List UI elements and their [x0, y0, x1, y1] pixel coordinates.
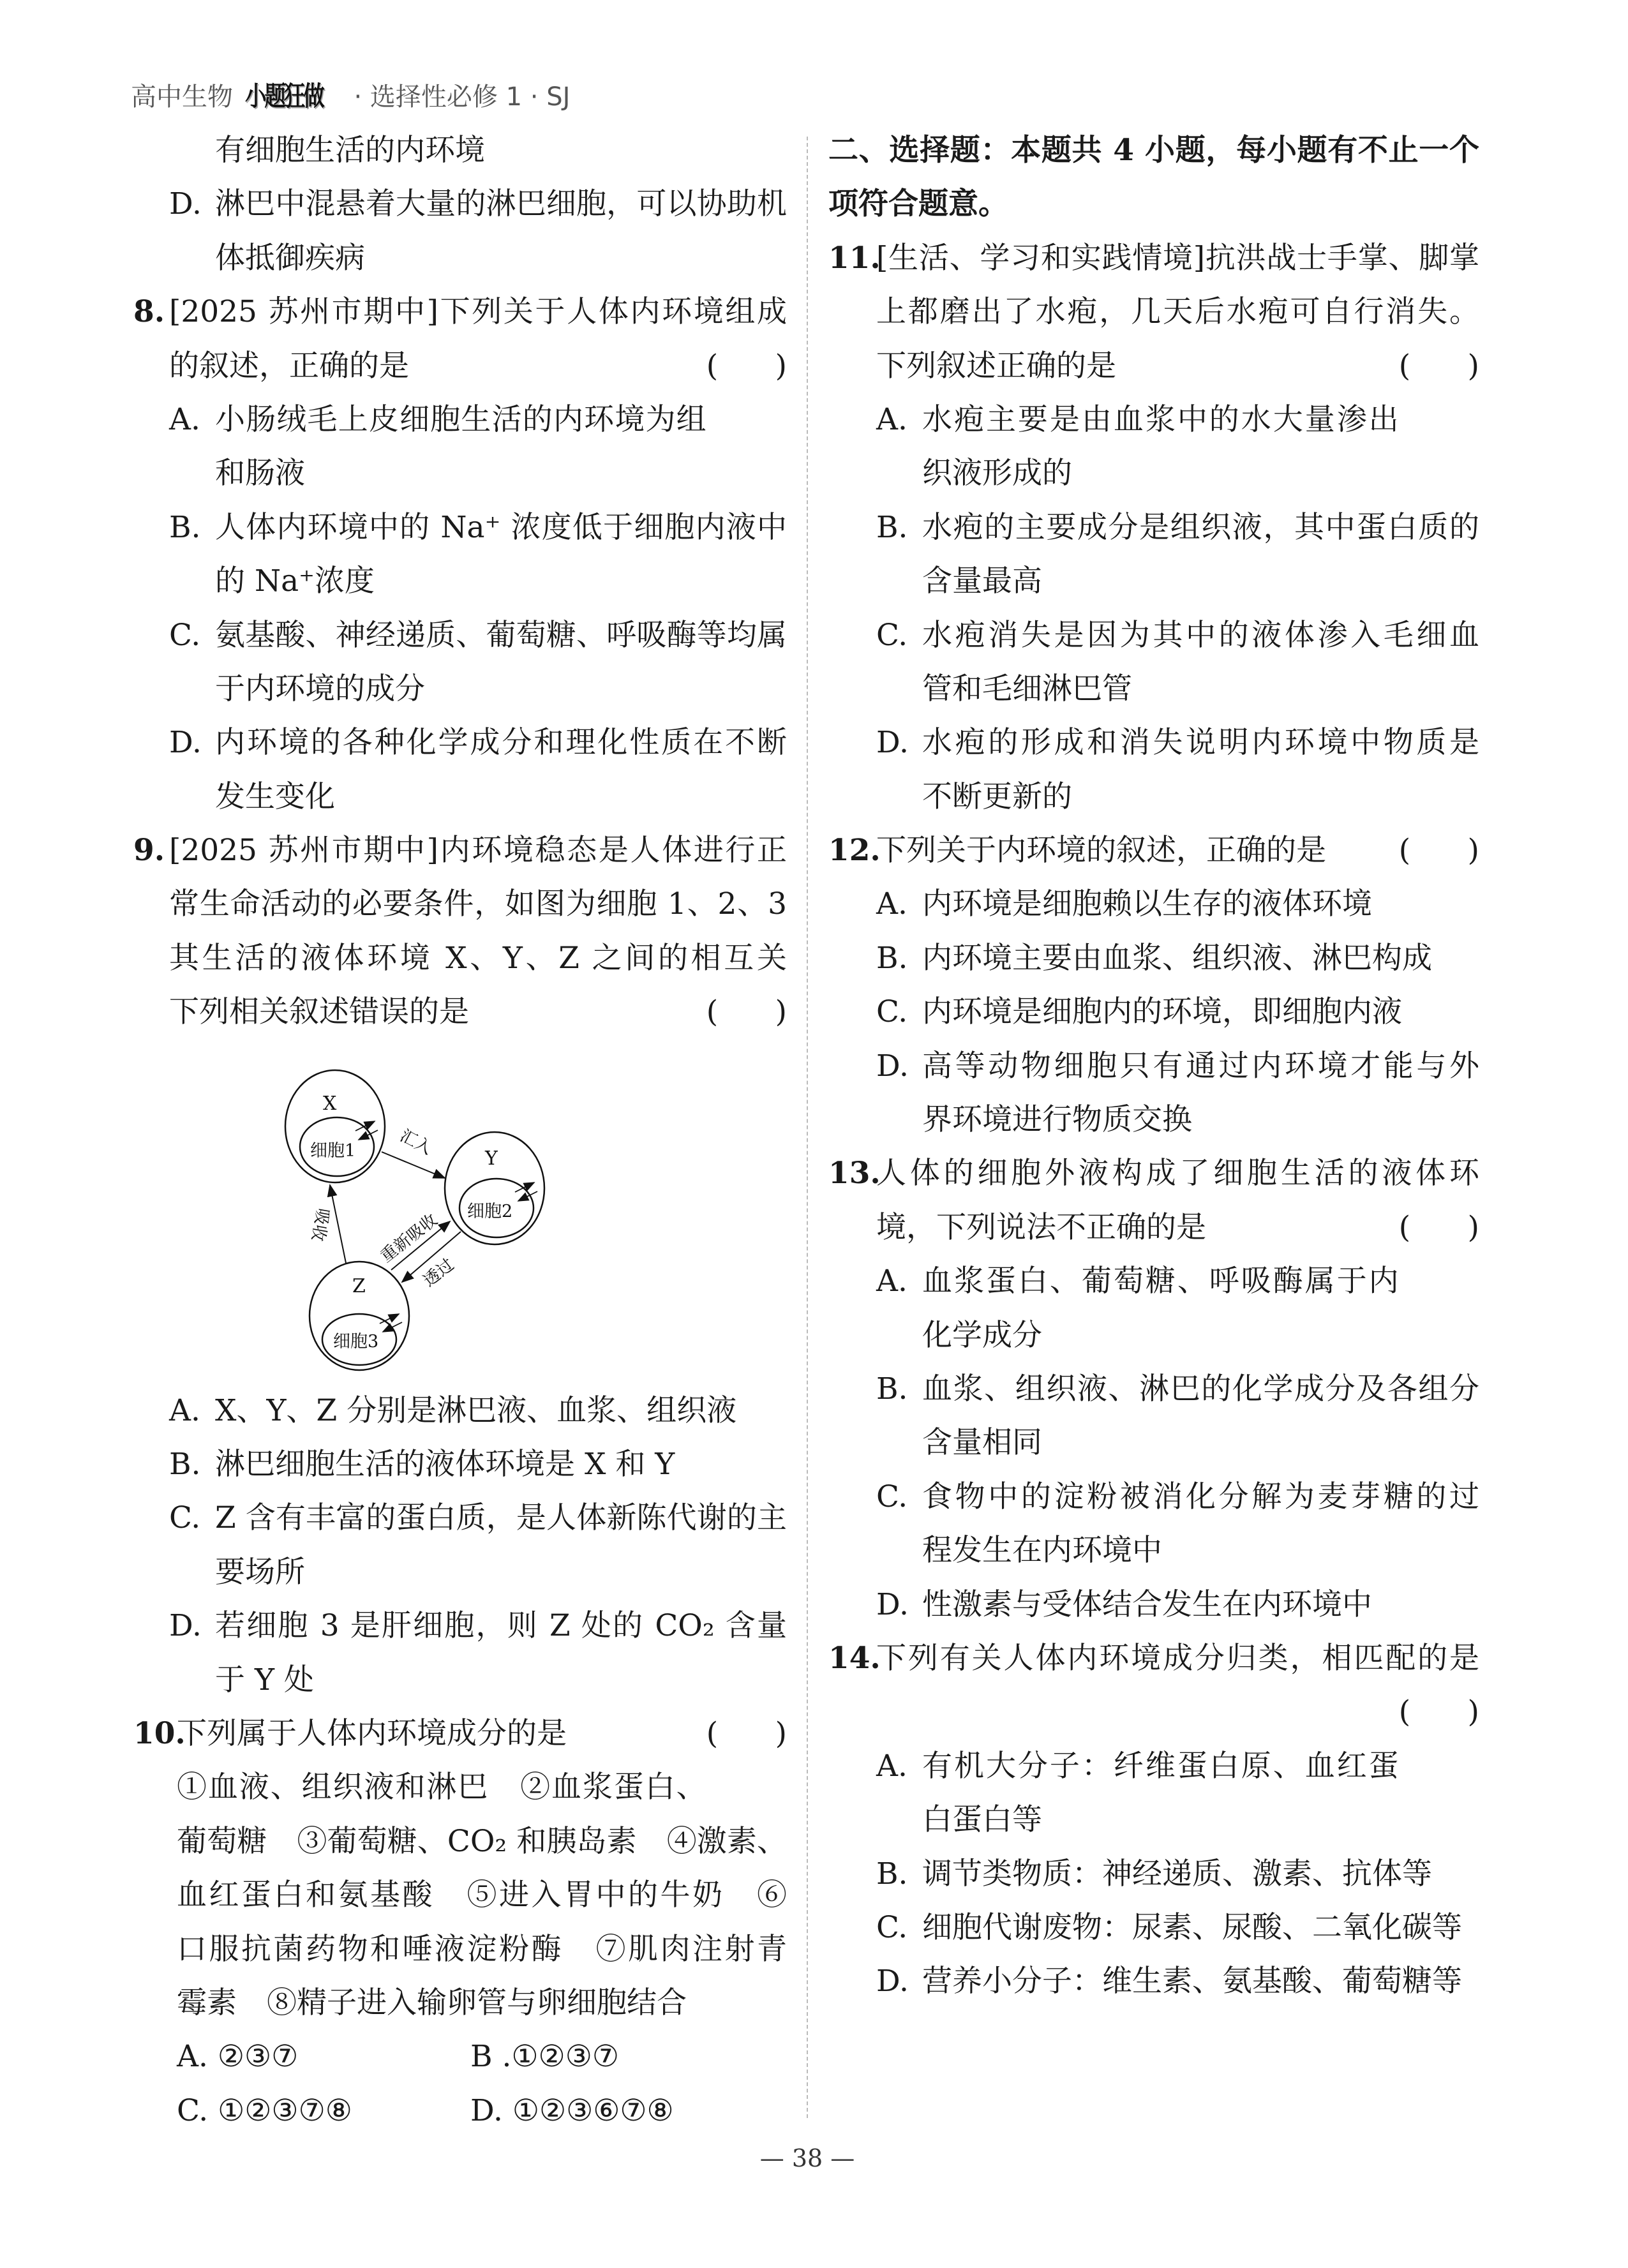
text-line: 血浆蛋白、葡萄糖、呼吸酶属于内: [922, 1264, 1399, 1299]
answer-parentheses: ( ): [1398, 348, 1479, 384]
option-label: D.: [876, 1964, 909, 1999]
text-body: [922, 716, 1479, 824]
text-line: [2025 苏州市期中]内环境稳态是人体进行正: [169, 833, 787, 869]
text-body: [177, 1761, 787, 2030]
text-line: Z 含有丰富的蛋白质，是人体新陈代谢的主: [215, 1500, 787, 1536]
text-body: [215, 177, 787, 285]
option-label: B.: [876, 1856, 908, 1891]
answer-option: [876, 1847, 1479, 1901]
arrow-huiru: [382, 1152, 445, 1178]
option-label: B.: [876, 1371, 908, 1407]
text-line: 下列有关人体内环境成分归类，相匹配的是: [876, 1641, 1479, 1676]
text-body: [215, 1438, 787, 1491]
answer-option: [876, 1901, 1479, 1955]
answer-option: [169, 177, 787, 285]
answer-option: [169, 501, 787, 609]
answer-option: [169, 393, 706, 501]
option-label: D.: [169, 725, 202, 761]
text-line: 口服抗菌药物和唾液淀粉酶 ⑦肌肉注射青: [177, 1931, 787, 1967]
text-body: [922, 1578, 1479, 1632]
label-y: Y: [485, 1147, 498, 1170]
text-line: 的 Na⁺浓度: [215, 563, 375, 599]
figure: [133, 1040, 787, 1384]
option-label: D.: [169, 186, 202, 222]
choice-option: B .①②③⑦: [470, 2039, 619, 2075]
text-line: 二、选择题：本题共 4 小题，每小题有不止一个: [828, 133, 1479, 168]
text-body: [215, 1491, 787, 1599]
text-line: 细胞代谢废物：尿素、尿酸、二氧化碳等: [922, 1909, 1462, 1945]
text-line: 界环境进行物质交换: [922, 1102, 1192, 1138]
header-subject: 高中生物: [131, 82, 233, 112]
option-label: B.: [876, 940, 908, 976]
option-label: C.: [876, 994, 908, 1030]
question-stem: [133, 1761, 787, 2030]
question-9: [133, 824, 787, 1040]
text-body: [922, 985, 1479, 1039]
question-8: [133, 285, 787, 393]
fluid-environment-diagram: [268, 1032, 715, 1376]
text-line: 霉素 ⑧精子进入输卵管与卵细胞结合: [177, 1985, 687, 2020]
option-label: A.: [169, 401, 200, 437]
answer-option: [876, 1255, 1399, 1362]
text-line: 血浆、组织液、淋巴的化学成分及各组分: [922, 1371, 1479, 1407]
text-line: 若细胞 3 是肝细胞，则 Z 处的 CO₂ 含量: [215, 1608, 787, 1644]
text-line: 淋巴细胞生活的液体环境是 X 和 Y: [215, 1447, 675, 1482]
arrow-xishou: [330, 1185, 346, 1263]
text-line: 含量相同: [922, 1425, 1042, 1461]
text-body: [922, 1255, 1399, 1362]
text-body: [169, 285, 787, 393]
text-line: [2025 苏州市期中]下列关于人体内环境组成: [169, 294, 787, 330]
answer-option: [169, 609, 787, 717]
question-13: [828, 1147, 1479, 1255]
text-body: [215, 124, 787, 177]
answer-option: [169, 1491, 787, 1599]
text-line: ①血液、组织液和淋巴 ②血浆蛋白、: [177, 1770, 706, 1805]
question-11: [828, 232, 1479, 393]
label-touguo: 透过: [419, 1255, 458, 1291]
text-line: 织液形成的: [922, 456, 1072, 491]
text-line: 性激素与受体结合发生在内环境中: [922, 1586, 1372, 1622]
option-label: D.: [169, 1608, 202, 1644]
text-line: 常生命活动的必要条件，如图为细胞 1、2、3: [169, 886, 787, 922]
answer-option: [169, 1438, 787, 1491]
text-body: [876, 824, 1479, 877]
text-line: 下列关于内环境的叙述，正确的是 ( ): [876, 824, 1479, 877]
option-label: A.: [876, 886, 907, 922]
text-body: [215, 501, 787, 609]
question-12: [828, 824, 1479, 877]
answer-option: [876, 1470, 1479, 1578]
answer-parentheses: ( ): [1398, 833, 1479, 869]
option-label: B.: [876, 509, 908, 545]
text-line: 葡萄糖 ③葡萄糖、CO₂ 和胰岛素 ④激素、: [177, 1823, 787, 1859]
option-label: C.: [876, 1909, 908, 1945]
option-label: D.: [876, 1048, 909, 1084]
question-10: [133, 1707, 787, 1761]
answer-option: [169, 1384, 787, 1438]
choice-row: [177, 2084, 787, 2138]
text-line: 内环境是细胞内的环境，即细胞内液: [922, 994, 1402, 1030]
answer-option: [876, 716, 1479, 824]
text-line: 内环境的各种化学成分和理化性质在不断: [215, 725, 787, 761]
answer-option: [876, 1040, 1479, 1147]
text-line: 水疱消失是因为其中的液体渗入毛细血: [922, 617, 1479, 653]
text-line: 和肠液: [215, 456, 305, 491]
answer-option: [876, 501, 1479, 609]
option-label: A.: [876, 1748, 907, 1784]
answer-option: [876, 877, 1399, 931]
answer-option: [169, 716, 787, 824]
answer-option: [876, 932, 1479, 985]
question-14: [828, 1632, 1479, 1740]
text-line: 有细胞生活的内环境: [215, 133, 485, 168]
text-line: 人体内环境中的 Na⁺ 浓度低于细胞内液中: [215, 509, 787, 545]
option-label: C.: [876, 617, 908, 653]
right-column: [828, 124, 1479, 2009]
text-body: [922, 877, 1399, 931]
text-body: [876, 1632, 1479, 1740]
text-line: 淋巴中混悬着大量的淋巴细胞，可以协助机: [215, 186, 787, 222]
text-line: 下列相关叙述错误的是 ( ): [169, 985, 787, 1039]
column-divider: [807, 137, 808, 2118]
text-body: [177, 1707, 787, 1761]
text-line: 含量最高: [922, 563, 1042, 599]
section-heading: [828, 124, 1479, 232]
text-body: [828, 124, 1479, 232]
text-line: [生活、学习和实践情境]抗洪战士手掌、脚掌: [876, 240, 1479, 276]
text-line: 高等动物细胞只有通过内环境才能与外: [922, 1048, 1479, 1084]
question-number: 13.: [828, 1156, 881, 1191]
text-body: [215, 1599, 787, 1707]
text-line: 体抵御疾病: [215, 240, 365, 276]
text-line: 调节类物质：神经递质、激素、抗体等: [922, 1856, 1432, 1891]
option-label: D.: [876, 725, 909, 761]
answer-parentheses: ( ): [706, 994, 787, 1030]
label-cell3: 细胞3: [333, 1331, 379, 1352]
question-number: 10.: [133, 1716, 186, 1752]
text-body: [922, 1901, 1479, 1955]
option-label: C.: [876, 1479, 908, 1514]
text-line: 白蛋白等: [922, 1802, 1042, 1838]
text-line: X、Y、Z 分别是淋巴液、血浆、组织液: [215, 1392, 737, 1428]
text-body: [876, 1147, 1479, 1255]
text-body: [922, 932, 1479, 985]
answer-option: [876, 609, 1479, 717]
text-line: 有机大分子：纤维蛋白原、血红蛋: [922, 1748, 1399, 1784]
label-cell2: 细胞2: [467, 1201, 513, 1221]
answer-option: [169, 124, 787, 177]
text-body: [922, 609, 1479, 717]
choice-option: D. ①②③⑥⑦⑧: [470, 2093, 674, 2128]
answer-parentheses: ( ): [706, 1716, 787, 1752]
question-number: 11.: [828, 240, 881, 276]
text-line: 要场所: [215, 1554, 305, 1590]
text-line: 上都磨出了水疱，几天后水疱可自行消失。: [876, 294, 1479, 330]
answer-option: [876, 1578, 1479, 1632]
text-body: [876, 232, 1479, 393]
choice-option: A. ②③⑦: [177, 2039, 299, 2075]
question-number: 8.: [133, 294, 165, 330]
text-body: [922, 1040, 1479, 1147]
text-line: 下列属于人体内环境成分的是 ( ): [177, 1707, 787, 1761]
choice-row: [177, 2030, 787, 2084]
label-huiru: 汇入: [396, 1126, 435, 1159]
option-label: C.: [169, 617, 201, 653]
answer-parentheses: ( ): [706, 348, 787, 384]
text-line: 程发生在内环境中: [922, 1533, 1162, 1569]
text-body: [922, 1847, 1479, 1901]
text-body: [922, 1362, 1479, 1470]
text-line: 营养小分子：维生素、氨基酸、葡萄糖等: [922, 1964, 1462, 1999]
text-line: [876, 1685, 1479, 1739]
text-line: 不断更新的: [922, 779, 1072, 814]
text-line: 管和毛细淋巴管: [922, 671, 1132, 706]
label-chongxin: 重新吸收: [377, 1210, 442, 1267]
answer-option: [876, 985, 1479, 1039]
text-line: 于 Y 处: [215, 1662, 314, 1697]
option-label: [169, 124, 215, 177]
text-line: 水疱主要是由血浆中的水大量渗出: [922, 401, 1399, 437]
question-number: 9.: [133, 833, 165, 869]
text-line: 血红蛋白和氨基酸 ⑤进入胃中的牛奶 ⑥: [177, 1877, 787, 1913]
text-line: 的叙述，正确的是 ( ): [169, 339, 787, 393]
text-line: 项符合题意。: [828, 186, 1008, 222]
left-column: [133, 124, 787, 2138]
text-line: 食物中的淀粉被消化分解为麦芽糖的过: [922, 1479, 1479, 1514]
series-logo: 小题狂做: [244, 80, 323, 112]
text-body: [922, 1470, 1479, 1578]
option-label: B.: [169, 509, 201, 545]
text-line: 境，下列说法不正确的是 ( ): [876, 1201, 1479, 1255]
answer-parentheses: ( ): [1398, 1694, 1479, 1730]
text-body: [215, 393, 706, 501]
label-xishou: 吸收: [308, 1206, 332, 1242]
text-line: 小肠绒毛上皮细胞生活的内环境为组: [215, 401, 706, 437]
text-line: 氨基酸、神经递质、葡萄糖、呼吸酶等均属: [215, 617, 787, 653]
text-line: 水疱的形成和消失说明内环境中物质是: [922, 725, 1479, 761]
text-line: 化学成分: [922, 1317, 1042, 1353]
header-book: · 选择性必修 1 · SJ: [354, 82, 571, 112]
text-body: [922, 393, 1399, 501]
answer-option: [169, 1599, 787, 1707]
running-header: [131, 75, 570, 114]
answer-parentheses: ( ): [1398, 1209, 1479, 1245]
text-body: [922, 1955, 1479, 2008]
label-x: X: [323, 1092, 337, 1115]
option-label: A.: [169, 1392, 200, 1428]
label-cell1: 细胞1: [310, 1140, 356, 1161]
text-body: [215, 1384, 787, 1438]
page-number: — 38 —: [759, 2144, 855, 2172]
text-line: 发生变化: [215, 779, 335, 814]
text-line: 内环境主要由血浆、组织液、淋巴构成: [922, 940, 1432, 976]
text-line: 人体的细胞外液构成了细胞生活的液体环: [876, 1156, 1479, 1191]
answer-option: [876, 1955, 1479, 2008]
question-number: 14.: [828, 1641, 881, 1676]
question-number: 12.: [828, 833, 881, 869]
option-label: A.: [876, 401, 907, 437]
text-body: [922, 501, 1479, 609]
label-z: Z: [352, 1274, 366, 1297]
text-line: 下列叙述正确的是 ( ): [876, 339, 1479, 393]
circle-x: [285, 1070, 385, 1182]
option-label: C.: [169, 1500, 201, 1536]
text-body: [215, 609, 787, 717]
text-line: 内环境是细胞赖以生存的液体环境: [922, 886, 1372, 922]
answer-option: [876, 393, 1399, 501]
option-label: A.: [876, 1264, 907, 1299]
text-body: [922, 1740, 1399, 1847]
answer-option: [876, 1740, 1399, 1847]
answer-option: [876, 1362, 1479, 1470]
choice-grid: [177, 2030, 787, 2138]
text-line: 于内环境的成分: [215, 671, 425, 706]
text-body: [215, 716, 787, 824]
choice-option: C. ①②③⑦⑧: [177, 2093, 352, 2128]
option-label: D.: [876, 1586, 909, 1622]
text-line: 水疱的主要成分是组织液，其中蛋白质的: [922, 509, 1479, 545]
text-body: [169, 824, 787, 1040]
text-line: 其生活的液体环境 X、Y、Z 之间的相互关: [169, 940, 787, 976]
option-label: B.: [169, 1447, 201, 1482]
